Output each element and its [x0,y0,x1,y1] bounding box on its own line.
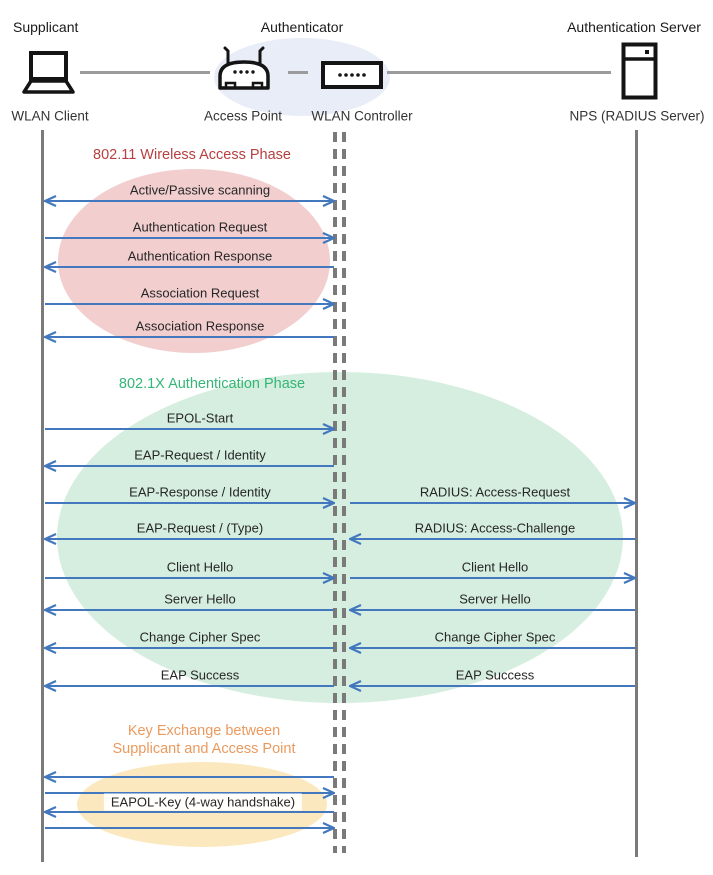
access-point-icon [215,45,273,101]
message-label: Authentication Request [132,219,268,235]
message-label: Client Hello [166,559,234,575]
laptop-icon [17,50,79,101]
lifeline-nps-server [635,130,638,857]
phase-title-8021x-authentication: 802.1X Authentication Phase [118,376,306,392]
message-label: RADIUS: Access-Request [419,484,571,500]
message-label: EAP Success [455,667,535,683]
message-label: Server Hello [164,591,236,607]
message-label: EPOL-Start [166,410,234,426]
message-label: EAP Success [160,667,240,683]
role-label-supplicant: Supplicant [13,19,79,35]
message-label: Authentication Response [127,248,273,264]
message-label: EAP-Request / (Type) [136,520,264,536]
wlan-controller-icon [321,61,383,94]
message-label: Association Request [140,285,260,301]
message-label: Active/Passive scanning [129,182,271,198]
phase-title-key-exchange-line1: Key Exchange between [127,723,281,739]
phase-title-key-exchange-line2: Supplicant and Access Point [112,741,296,757]
connector-client-ap [80,71,210,74]
message-label: Association Response [135,318,265,334]
role-label-authenticator: Authenticator [260,19,344,35]
message-label: Change Cipher Spec [434,629,556,645]
node-label-nps-radius-server: NPS (RADIUS Server) [569,108,705,124]
node-label-wlan-controller: WLAN Controller [311,108,413,124]
message-label: EAP-Response / Identity [129,484,271,500]
message-arrow [44,820,335,836]
message-label: RADIUS: Access-Challenge [414,520,576,536]
message-label: Change Cipher Spec [139,629,261,645]
connector-controller-server [387,71,611,74]
message-label: Server Hello [459,591,531,607]
message-label: EAP-Request / Identity [134,447,266,463]
message-label: Client Hello [461,559,529,575]
server-icon [621,42,658,105]
lifeline-wlan-controller-dash-right [342,132,346,853]
connector-ap-controller [288,71,308,74]
message-arrow [44,769,335,785]
role-label-authentication-server: Authentication Server [567,19,701,35]
node-label-wlan-client: WLAN Client [11,108,89,124]
message-label: EAPOL-Key (4-way handshake) [104,794,302,811]
phase-title-80211-wireless-access: 802.11 Wireless Access Phase [93,147,291,163]
node-label-access-point: Access Point [203,108,283,124]
